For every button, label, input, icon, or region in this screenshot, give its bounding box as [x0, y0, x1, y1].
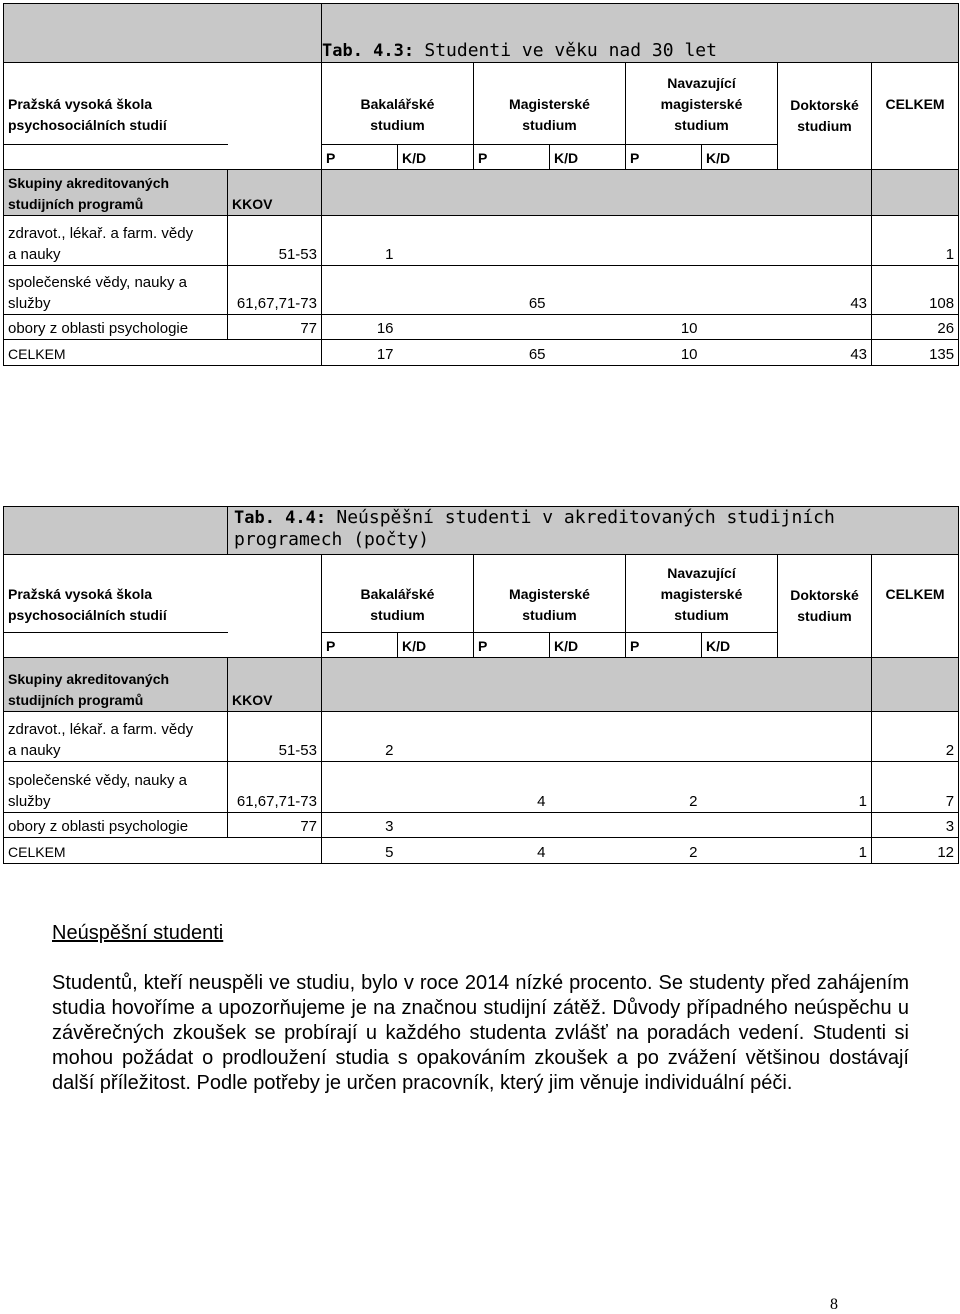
cell-value [626, 216, 702, 266]
cell-value: 43 [778, 266, 872, 315]
row-kkov: 61,67,71-73 [228, 762, 322, 813]
sub-kd: K/D [702, 633, 778, 658]
cell-value [322, 762, 398, 813]
col-bachelor: Bakalářské studium [322, 63, 474, 145]
section-heading: Neúspěšní studenti [52, 922, 224, 944]
cell-value [550, 315, 626, 340]
cell-value [778, 216, 872, 266]
cell-value [778, 813, 872, 838]
school-name: Pražská vysoká škola psychosociálních studií [4, 63, 228, 145]
row-total: 2 [872, 712, 959, 762]
cell-value: 10 [626, 340, 702, 366]
sub-p: P [626, 633, 702, 658]
row-kkov: 51-53 [228, 216, 322, 266]
sub-p: P [474, 633, 550, 658]
row-kkov: 51-53 [228, 712, 322, 762]
sub-kd: K/D [398, 633, 474, 658]
row-kkov: 77 [228, 315, 322, 340]
gray-band [322, 658, 872, 712]
sub-kd: K/D [398, 145, 474, 170]
row-label: společenské vědy, nauky a služby [4, 762, 228, 813]
blank-cell [4, 633, 228, 658]
cell-value [778, 315, 872, 340]
cell-value [550, 712, 626, 762]
cell-value: 10 [626, 315, 702, 340]
cell-value [398, 813, 474, 838]
col-follow-master: Navazující magisterské studium [626, 555, 778, 633]
cell-value [550, 216, 626, 266]
cell-value [398, 838, 474, 864]
cell-value: 2 [322, 712, 398, 762]
blank-cell [778, 633, 872, 658]
col-total: CELKEM [872, 63, 959, 170]
group-label: Skupiny akreditovaných studijních programů [4, 170, 228, 216]
cell-value [702, 315, 778, 340]
sub-kd: K/D [550, 145, 626, 170]
cell-value [702, 266, 778, 315]
cell-value: 1 [322, 216, 398, 266]
cell-value [474, 813, 550, 838]
cell-value: 3 [322, 813, 398, 838]
table-title: Tab. 4.4: Neúspěšní studenti v akreditovaných studijních programech (počty) [228, 507, 959, 555]
total-row-label: CELKEM [4, 838, 322, 864]
cell-value: 16 [322, 315, 398, 340]
cell-value [398, 712, 474, 762]
col-follow-master: Navazující magisterské studium [626, 63, 778, 145]
cell-value [626, 266, 702, 315]
table-unsuccessful-students [3, 506, 959, 864]
cell-value [398, 340, 474, 366]
cell-value [550, 762, 626, 813]
cell-value: 2 [626, 762, 702, 813]
col-master: Magisterské studium [474, 555, 626, 633]
row-label: společenské vědy, nauky a služby [4, 266, 228, 315]
sub-p: P [322, 145, 398, 170]
cell-value: 17 [322, 340, 398, 366]
blank-cell [4, 145, 228, 170]
section-paragraph: Studentů, kteří neuspěli ve studiu, bylo v roce 2014 nízké procento. Se studenty před zahájením studia hovoříme a upozorňujeme je na značnou studijní zátěž. Důvody případného neúspěchu u závěrečných zkoušek se probírají u každého studenta zvlášť na poradách vedení. Studenti si mohou požádat o prodloužení studia s opakováním zkoušek a po zvážení většinou dostávají další příležitost. Podle potřeby je určen pracovník, který jim věnuje individuální péči. [52, 972, 909, 1094]
cell-value [474, 712, 550, 762]
cell-value [626, 813, 702, 838]
cell-value [398, 315, 474, 340]
row-total: 108 [872, 266, 959, 315]
cell-value [702, 813, 778, 838]
cell-value: 2 [626, 838, 702, 864]
page-number: 8 [830, 1296, 838, 1313]
sub-kd: K/D [550, 633, 626, 658]
gray-band [872, 658, 959, 712]
cell-value: 1 [778, 762, 872, 813]
cell-value: 65 [474, 340, 550, 366]
row-label: obory z oblasti psychologie [4, 813, 228, 838]
cell-value [702, 216, 778, 266]
row-kkov: 61,67,71-73 [228, 266, 322, 315]
blank-cell [228, 555, 322, 658]
cell-value [550, 838, 626, 864]
row-total: 26 [872, 315, 959, 340]
total-row-label: CELKEM [4, 340, 322, 366]
sub-p: P [626, 145, 702, 170]
cell-value [474, 216, 550, 266]
blank-cell [778, 145, 872, 170]
table-students-over-30 [3, 3, 959, 366]
gray-band [322, 170, 872, 216]
cell-value: 65 [474, 266, 550, 315]
cell-value: 43 [778, 340, 872, 366]
kkov-header: KKOV [228, 170, 322, 216]
col-bachelor: Bakalářské studium [322, 555, 474, 633]
school-name: Pražská vysoká škola psychosociálních studií [4, 555, 228, 633]
table-title-spacer [4, 4, 322, 63]
col-doctoral: Doktorské studium [778, 63, 872, 145]
cell-value: 4 [474, 838, 550, 864]
cell-value [550, 340, 626, 366]
row-total: 1 [872, 216, 959, 266]
cell-value [550, 813, 626, 838]
row-label: zdravot., lékař. a farm. vědy a nauky [4, 712, 228, 762]
cell-value [398, 762, 474, 813]
table-title: Tab. 4.3: Studenti ve věku nad 30 let [322, 4, 959, 63]
cell-value [398, 216, 474, 266]
table-title-spacer [4, 507, 228, 555]
sub-p: P [474, 145, 550, 170]
cell-value [702, 762, 778, 813]
cell-value [702, 340, 778, 366]
grand-total: 12 [872, 838, 959, 864]
row-total: 3 [872, 813, 959, 838]
row-total: 7 [872, 762, 959, 813]
kkov-header: KKOV [228, 658, 322, 712]
gray-band [872, 170, 959, 216]
cell-value [398, 266, 474, 315]
cell-value: 1 [778, 838, 872, 864]
col-doctoral: Doktorské studium [778, 555, 872, 633]
col-master: Magisterské studium [474, 63, 626, 145]
cell-value [550, 266, 626, 315]
col-total: CELKEM [872, 555, 959, 658]
cell-value: 4 [474, 762, 550, 813]
group-label: Skupiny akreditovaných studijních programů [4, 658, 228, 712]
sub-kd: K/D [702, 145, 778, 170]
cell-value [702, 838, 778, 864]
row-label: zdravot., lékař. a farm. vědy a nauky [4, 216, 228, 266]
row-label: obory z oblasti psychologie [4, 315, 228, 340]
cell-value [474, 315, 550, 340]
cell-value [778, 712, 872, 762]
cell-value [322, 266, 398, 315]
cell-value: 5 [322, 838, 398, 864]
cell-value [702, 712, 778, 762]
cell-value [626, 712, 702, 762]
row-kkov: 77 [228, 813, 322, 838]
blank-cell [228, 63, 322, 170]
sub-p: P [322, 633, 398, 658]
grand-total: 135 [872, 340, 959, 366]
